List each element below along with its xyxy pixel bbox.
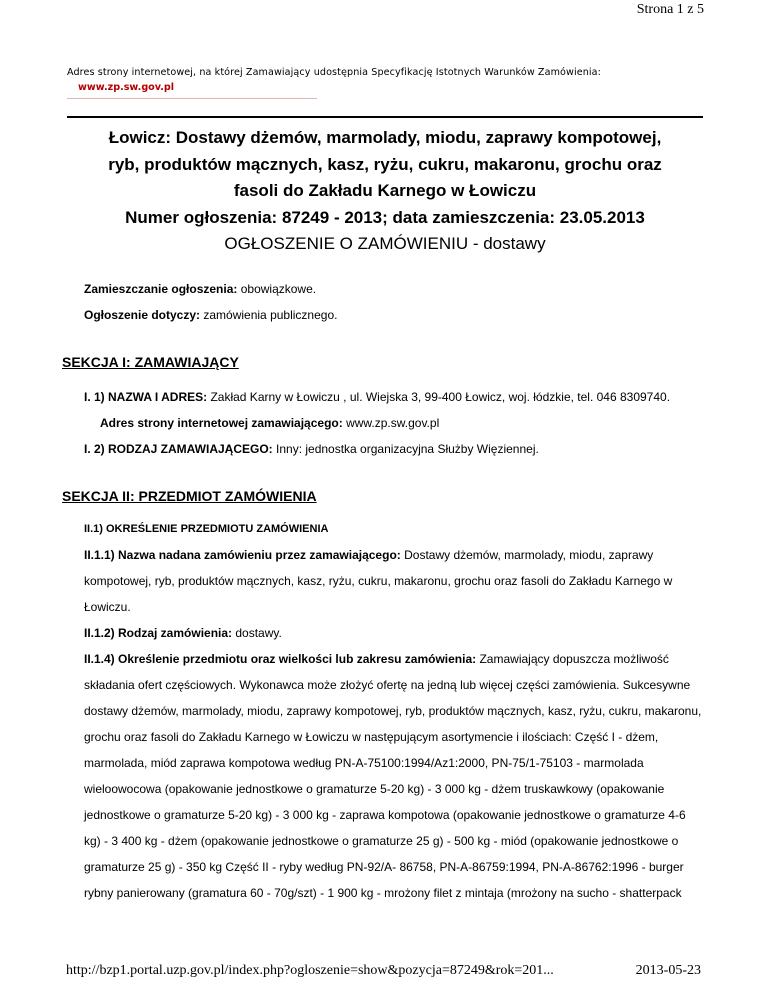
notice-number-line: Numer ogłoszenia: 87249 - 2013; data zamieszczenia: 23.05.2013 [125,207,645,227]
contracting-website-label: Adres strony internetowej zamawiającego: [100,416,343,430]
order-description-value: Zamawiający dopuszcza możliwość składania ofert częściowych. Wykonawca może złożyć ofertę na jedną lub więcej części zamówienia. Sukcesywne dostawy dżemów, marmolady, miodu, zaprawy kompotowej, ryb, produktów mącznych, kasz, ryżu, cukru, makaronu, grochu oraz fasoli do Zakładu Karnego w Łowiczu w następującym asortymencie i ilościach: Część I - dżem, marmolada, miód zaprawa kompotowa według PN-A-75100:1994/Az1:2000, PN-75/1-75103 - marmolada wieloowocowa (opakowanie jednostkowe o gramaturze 5-20 kg) - 3 000 kg - dżem truskawkowy (opakowanie jednostkowe o gramaturze 5-20 kg) - 3 000 kg - zaprawa kompotowa (opakowanie jednostkowe o gramaturze 4-6 kg) - 3 400 kg - dżem (opakowanie jednostkowe o gramaturze 25 g) - 500 kg - miód (opakowanie jednostkowe o gramaturze 25 g) - 350 kg Część II - ryby według PN-92/A- 86758, PN-A-86759:1994, PN-A-86762:1996 - burger rybny panierowany (gramatura 60 - 70g/szt) - 1 900 kg - mrożony filet z mintaja (mrożony na sucho - shatterpack [84,652,702,900]
posting-value: obowiązkowe. [237,282,317,296]
section-2-subheading: II.1) OKREŚLENIE PRZEDMIOTU ZAMÓWIENIA [84,523,329,535]
contracting-name-label: I. 1) NAZWA I ADRES: [84,390,208,404]
order-kind-label: II.1.2) Rodzaj zamówienia: [84,626,233,640]
notice-type-line: OGŁOSZENIE O ZAMÓWIENIU - dostawy [224,234,546,253]
order-name-field [84,542,702,620]
footer-url: http://bzp1.portal.uzp.gov.pl/index.php?ogloszenie=show&pozycja=87249&rok=201... [66,963,554,978]
title-line-1: Łowicz: Dostawy dżemów, marmolady, miodu, zaprawy kompotowej, [108,128,662,147]
link-underline-divider [67,98,317,99]
siwz-address-link[interactable]: www.zp.sw.gov.pl [78,82,175,93]
siwz-address-intro: Adres strony internetowej, na której Zamawiający udostępnia Specyfikację Istotnych Warunków Zamówienia: [67,67,601,78]
contracting-type-label: I. 2) RODZAJ ZAMAWIAJĄCEGO: [84,442,273,456]
notice-body [62,276,702,906]
contracting-website-value: www.zp.sw.gov.pl [342,416,440,430]
notice-title [78,125,692,258]
contracting-type-field [84,436,702,462]
section-1-heading: SEKCJA I: ZAMAWIAJĄCY [62,354,239,370]
order-name-label: II.1.1) Nazwa nadana zamówieniu przez zamawiającego: [84,548,401,562]
posting-field [84,276,702,302]
footer-date: 2013-05-23 [635,963,701,978]
contracting-type-value: Inny: jednostka organizacyjna Służby Więziennej. [272,442,539,456]
contracting-name-field [84,384,702,410]
order-kind-field [84,620,702,646]
page-number: Strona 1 z 5 [636,2,704,17]
contracting-website-field [84,410,702,436]
order-name-value: Dostawy dżemów, marmolady, miodu, zaprawy kompotowej, ryb, produktów mącznych, kasz, ryżu, cukru, makaronu, grochu oraz fasoli do Zakładu Karnego w Łowiczu. [84,548,673,614]
section-2-heading: SEKCJA II: PRZEDMIOT ZAMÓWIENIA [62,488,317,504]
header-divider [67,116,703,118]
concerns-label: Ogłoszenie dotyczy: [84,308,201,322]
order-description-field [84,646,702,906]
order-description-label: II.1.4) Określenie przedmiotu oraz wielkości lub zakresu zamówienia: [84,652,477,666]
posting-label: Zamieszczanie ogłoszenia: [84,282,238,296]
concerns-value: zamówienia publicznego. [200,308,338,322]
order-kind-value: dostawy. [232,626,282,640]
concerns-field [84,302,702,328]
title-line-3: fasoli do Zakładu Karnego w Łowiczu [233,181,537,200]
contracting-name-value: Zakład Karny w Łowiczu , ul. Wiejska 3, 99-400 Łowicz, woj. łódzkie, tel. 046 8309740. [207,390,671,404]
title-line-2: ryb, produktów mącznych, kasz, ryżu, cukru, makaronu, grochu oraz [108,154,662,174]
